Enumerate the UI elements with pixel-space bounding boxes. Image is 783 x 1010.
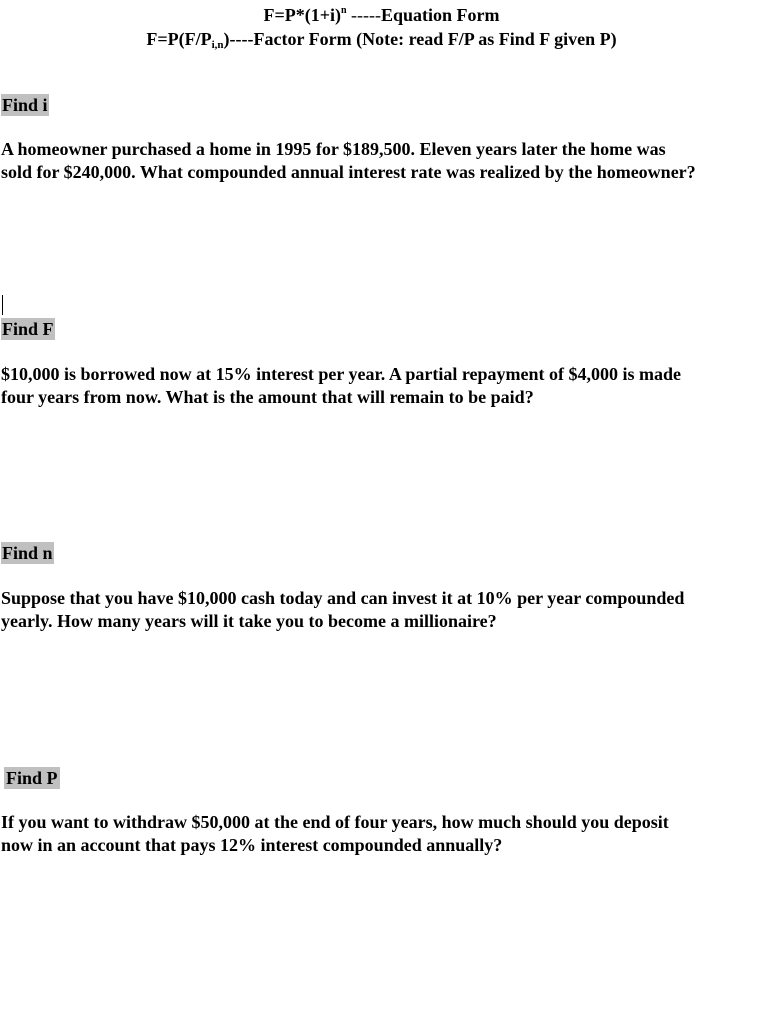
section-heading-find-f: Find F: [2, 319, 54, 339]
problem-line: sold for $240,000. What compounded annual interest rate was realized by the homeowner?: [1, 162, 696, 182]
problem-find-i: [1, 138, 771, 184]
problem-line: yearly. How many years will it take you to become a millionaire?: [1, 611, 497, 631]
problem-line: four years from now. What is the amount that will remain to be paid?: [1, 387, 534, 407]
equation-lhs: F=P*(1+i): [263, 5, 341, 25]
factor-subscript: i,n: [211, 39, 224, 51]
problem-line: If you want to withdraw $50,000 at the end of four years, how much should you deposit: [1, 812, 669, 832]
problem-line: A homeowner purchased a home in 1995 for $189,500. Eleven years later the home was: [1, 139, 666, 159]
equation-form-line: [0, 4, 763, 26]
equation-label: Equation Form: [381, 5, 500, 25]
text-cursor: [2, 295, 3, 315]
section-heading-find-p: Find P: [6, 768, 58, 788]
factor-form-line: [0, 28, 763, 50]
equation-dashes: -----: [346, 5, 382, 25]
problem-line: $10,000 is borrowed now at 15% interest per year. A partial repayment of $4,000 is made: [1, 364, 681, 384]
problem-line: now in an account that pays 12% interest compounded annually?: [1, 835, 503, 855]
equation-exponent: n: [340, 5, 347, 16]
problem-find-f: [1, 363, 771, 409]
problem-find-p: [1, 811, 771, 857]
section-heading-find-n: Find n: [2, 543, 53, 563]
factor-prefix: F=P(F/P: [146, 29, 212, 49]
problem-find-n: [1, 587, 771, 633]
section-heading-find-i: Find i: [2, 95, 48, 115]
problem-line: Suppose that you have $10,000 cash today and can invest it at 10% per year compounded: [1, 588, 685, 608]
factor-rest: )----Factor Form (Note: read F/P as Find F given P): [223, 29, 617, 49]
